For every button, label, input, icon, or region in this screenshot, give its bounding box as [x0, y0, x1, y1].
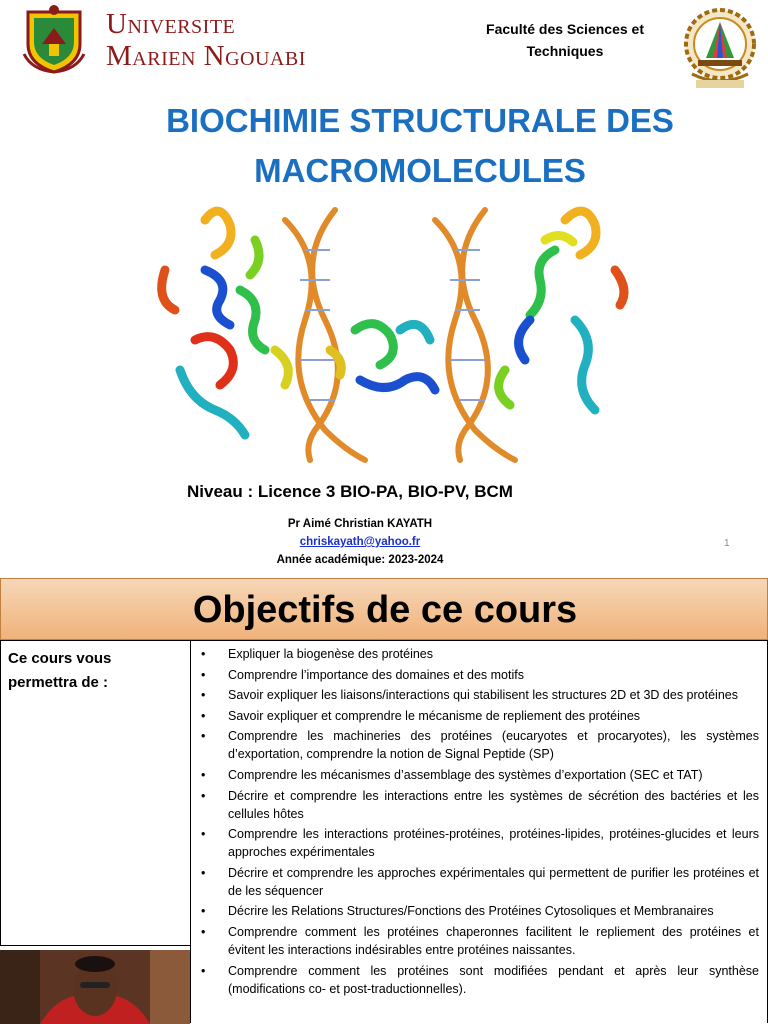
bullet-icon: • [201, 708, 206, 723]
bullet-icon: • [201, 647, 206, 661]
intro-line1: Ce cours vous [8, 650, 112, 667]
bullet-icon: • [201, 904, 206, 919]
objective-item [199, 666, 759, 684]
bullet-icon: • [201, 788, 206, 803]
objective-item [199, 707, 759, 725]
objective-item [199, 686, 759, 704]
bullet-icon: • [201, 767, 206, 782]
bullet-icon: • [201, 963, 206, 978]
objective-text: Comprendre les mécanismes d’assemblage des systèmes d’exportation (SEC et TAT) [228, 767, 703, 782]
objective-item [199, 864, 759, 900]
objective-text: Décrire les Relations Structures/Fonctions des Protéines Cytosoliques et Membranaires [228, 904, 714, 919]
objective-item [199, 787, 759, 823]
faculty-line1: Faculté des Sciences et [486, 21, 644, 37]
objective-text: Savoir expliquer et comprendre le mécanisme de repliement des protéines [228, 708, 641, 723]
author-name: Pr Aimé Christian KAYATH [287, 518, 433, 530]
university-name-line1: Universite [106, 8, 236, 40]
objectives-header [0, 578, 768, 640]
objectives-heading: Objectifs de ce cours [192, 589, 578, 631]
faculty-name [462, 18, 668, 62]
author-block [240, 515, 480, 569]
bullet-icon: • [201, 688, 206, 703]
faculty-logo-icon [682, 4, 758, 96]
instructor-photo [0, 950, 190, 1024]
objective-item [199, 825, 759, 861]
university-name [106, 8, 306, 72]
objective-text: Expliquer la biogenèse des protéines [228, 647, 433, 661]
objective-text: Savoir expliquer les liaisons/interactions qui stabilisent les structures 2D et 3D des protéines [228, 688, 738, 703]
course-title-line1: BIOCHIMIE STRUCTURALE DES [166, 102, 674, 139]
faculty-line2: Techniques [526, 43, 604, 59]
bullet-icon: • [201, 729, 206, 744]
academic-year: Année académique: 2023-2024 [276, 554, 444, 566]
intro-line2: permettra de : [8, 674, 109, 691]
instructor-portrait-icon [0, 950, 190, 1024]
bullet-icon: • [201, 667, 206, 682]
objective-text: Comprendre comment les protéines sont modifiées pendant et après leur synthèse (modifications co- et post-traductionnelles). [228, 963, 759, 996]
bullet-icon: • [201, 827, 206, 842]
objective-item [199, 902, 759, 920]
objective-text: Comprendre comment les protéines chaperonnes facilitent le repliement des protéines et évitent les interactions indésirables entre protéines naissantes. [228, 924, 759, 957]
university-logo [8, 0, 336, 78]
bullet-icon: • [201, 865, 206, 880]
course-title-line2: MACROMOLECULES [254, 152, 586, 189]
objective-item [199, 727, 759, 763]
objective-item [199, 766, 759, 784]
objective-text: Décrire et comprendre les interactions entre les systèmes de sécrétion des bactéries et les cellules hôtes [228, 788, 759, 821]
intro-box [0, 640, 191, 946]
objective-text: Comprendre les interactions protéines-protéines, protéines-lipides, protéines-glucides et leurs approches expérimentales [228, 827, 759, 860]
objectives-slide [0, 576, 768, 1024]
objective-text: Décrire et comprendre les approches expérimentales qui permettent de purifier les protéines et de les séquencer [228, 865, 759, 898]
objectives-box [190, 640, 768, 1023]
bullet-icon: • [201, 924, 206, 939]
objective-item [199, 923, 759, 959]
intro-text [8, 647, 183, 695]
author-email-link[interactable]: chriskayath@yahoo.fr [299, 536, 421, 548]
course-level: Niveau : Licence 3 BIO-PA, BIO-PV, BCM [187, 482, 513, 501]
objective-text: Comprendre les machineries des protéines (eucaryotes et procaryotes), les systèmes d’exportation, comprendre la notion de Signal Peptide (SP) [228, 729, 759, 762]
university-name-line2: Marien Ngouabi [106, 40, 306, 72]
protein-dna-structure-illustration [135, 180, 645, 470]
objective-item [199, 645, 759, 663]
objective-item [199, 962, 759, 998]
objectives-list [191, 641, 767, 998]
objective-text: Comprendre l’importance des domaines et des motifs [228, 667, 524, 682]
page-number: 1 [724, 538, 730, 549]
university-crest-icon [22, 4, 86, 74]
